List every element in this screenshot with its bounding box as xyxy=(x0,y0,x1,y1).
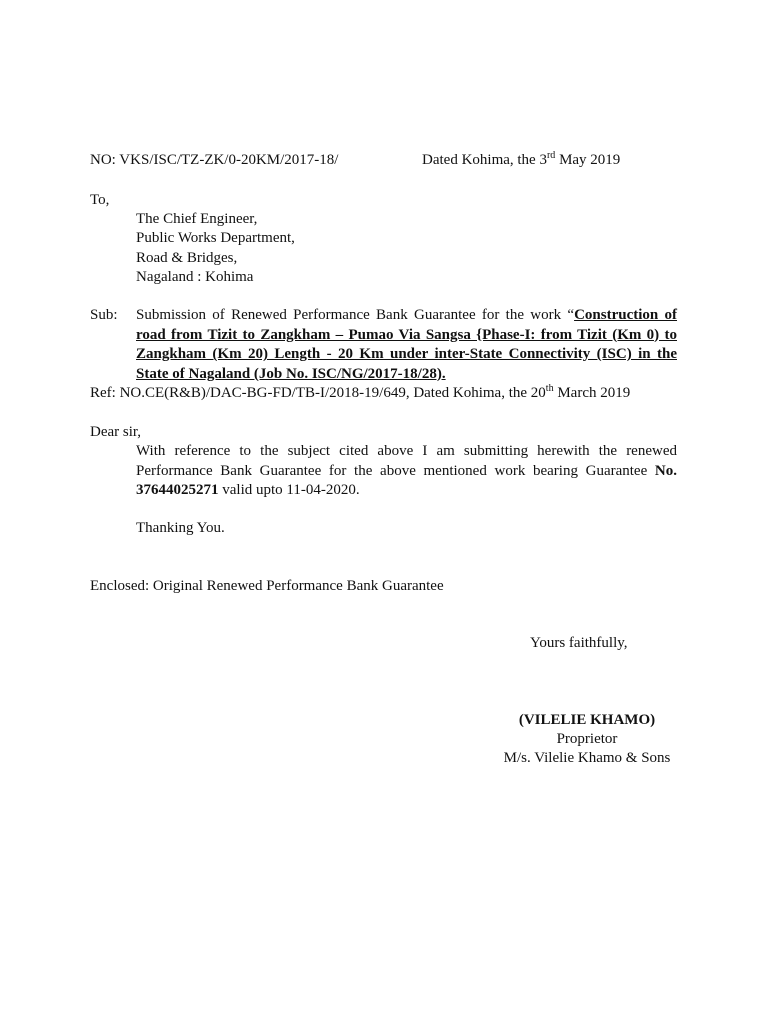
signatory-title: Proprietor xyxy=(556,731,618,747)
salutation: Dear sir, xyxy=(90,424,142,440)
subject-quote-mark: “ xyxy=(567,307,575,323)
signatory-name: (VILELIE KHAMO) xyxy=(518,712,656,728)
thanks-line: Thanking You. xyxy=(136,520,225,536)
signatory-firm: M/s. Vilelie Khamo & Sons xyxy=(503,750,671,766)
recipient-address xyxy=(136,210,295,287)
address-line: Nagaland : Kohima xyxy=(136,268,254,285)
reference-suffix: March 2019 xyxy=(553,385,631,401)
signature-block xyxy=(437,711,737,768)
enclosure-line: Enclosed: Original Renewed Performance Bank Guarantee xyxy=(90,578,444,594)
guarantee-number: No. 37644025271 xyxy=(136,462,677,499)
to-label: To, xyxy=(90,192,110,208)
subject-work-title: Construction of road from Tizit to Zangkham – Pumao Via Sangsa {Phase-I: from Tizit (Km 0) to Zangkham (Km 20) Length - 20 Km under inter-State Connectivity (ISC) in the State of Nagaland (Job No. ISC/NG/2017-18/28). xyxy=(136,307,678,382)
subject-intro: Submission of Renewed Performance Bank Guarantee for the work xyxy=(136,307,562,323)
address-line: Public Works Department, xyxy=(136,230,295,247)
body-text: With reference to the subject cited above I am submitting herewith the renewed Performance Bank Guarantee for the above mentioned work bearing Guarantee xyxy=(136,443,677,479)
reference-prefix: Ref: NO.CE(R&B)/DAC-BG-FD/TB-I/2018-19/649, Dated Kohima, the 20 xyxy=(90,385,546,401)
date-prefix: Dated Kohima, the 3 xyxy=(422,152,547,168)
validity-text: valid upto 11-04-2020. xyxy=(218,482,360,499)
date-suffix: May 2019 xyxy=(555,152,621,168)
letter-date xyxy=(422,151,620,170)
subject-text xyxy=(136,306,677,384)
reference-line xyxy=(90,384,630,403)
reference-superscript: th xyxy=(545,383,554,394)
subject-label: Sub: xyxy=(90,307,118,323)
body-paragraph xyxy=(136,442,677,501)
closing-line: Yours faithfully, xyxy=(530,635,628,651)
address-line: The Chief Engineer, xyxy=(136,211,258,227)
date-superscript: rd xyxy=(546,150,556,161)
address-line: Road & Bridges, xyxy=(136,249,238,266)
reference-number: NO: VKS/ISC/TZ-ZK/0-20KM/2017-18/ xyxy=(90,152,339,168)
